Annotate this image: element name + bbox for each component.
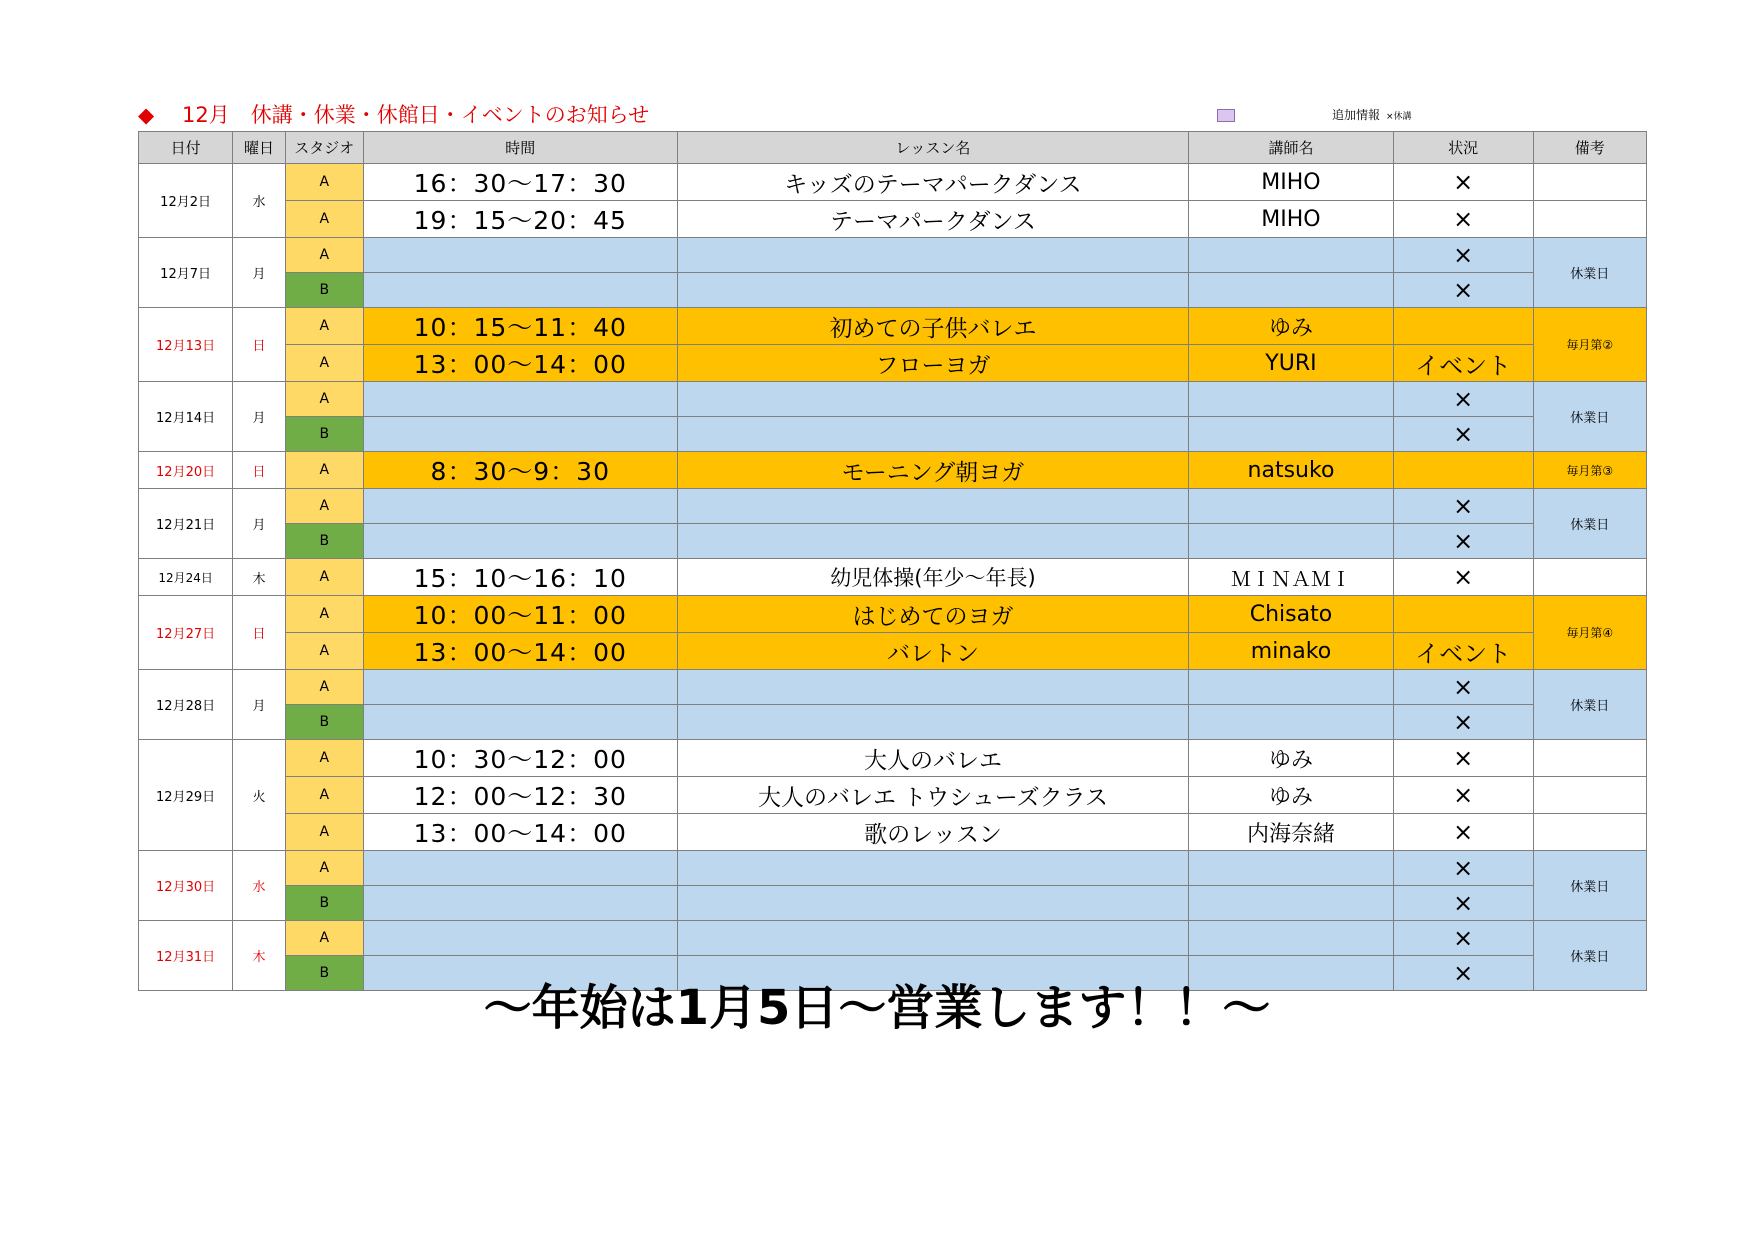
studio-cell: B [285,524,363,559]
table-row [139,705,1647,740]
page-title: 12月 休講・休業・休館日・イベントのお知らせ [182,103,650,127]
status-cell: × [1393,886,1533,921]
status-cell: × [1393,559,1533,596]
table-row [139,633,1647,670]
time-cell [363,417,677,452]
studio-cell: A [285,452,363,489]
status-cell [1393,596,1533,633]
studio-cell: A [285,559,363,596]
teacher-cell: Chisato [1189,596,1394,633]
teacher-cell: 内海奈緒 [1189,814,1394,851]
date-cell: 12月29日 [139,740,233,851]
teacher-cell: minako [1189,633,1394,670]
teacher-cell [1189,489,1394,524]
teacher-cell: YURI [1189,345,1394,382]
status-cell: × [1393,670,1533,705]
col-studio: スタジオ [285,132,363,164]
status-cell: × [1393,814,1533,851]
table-row [139,417,1647,452]
teacher-cell [1189,238,1394,273]
teacher-cell: natsuko [1189,452,1394,489]
status-cell: × [1393,273,1533,308]
table-row [139,777,1647,814]
legend-note: ×休講 [1386,112,1412,122]
lesson-cell [677,705,1188,740]
date-cell: 12月20日 [139,452,233,489]
studio-cell: A [285,777,363,814]
note-cell [1533,814,1647,851]
lesson-cell [677,238,1188,273]
status-cell: × [1393,705,1533,740]
lesson-cell [677,524,1188,559]
status-cell: × [1393,201,1533,238]
note-cell: 休業日 [1533,238,1647,308]
teacher-cell [1189,886,1394,921]
date-cell: 12月14日 [139,382,233,452]
date-cell: 12月21日 [139,489,233,559]
teacher-cell: MIHO [1189,164,1394,201]
table-row [139,489,1647,524]
studio-cell: A [285,382,363,417]
status-cell: × [1393,851,1533,886]
table-row [139,524,1647,559]
date-cell: 12月13日 [139,308,233,382]
teacher-cell [1189,417,1394,452]
studio-cell: A [285,814,363,851]
lesson-cell [677,382,1188,417]
table-row [139,670,1647,705]
weekday-cell: 火 [233,740,286,851]
studio-cell: A [285,596,363,633]
col-dow: 曜日 [233,132,286,164]
lesson-cell: バレトン [677,633,1188,670]
time-cell: 8：30〜9：30 [363,452,677,489]
table-row [139,596,1647,633]
lesson-cell: 歌のレッスン [677,814,1188,851]
col-time: 時間 [363,132,677,164]
date-cell: 12月30日 [139,851,233,921]
teacher-cell: MIHO [1189,201,1394,238]
weekday-cell: 日 [233,452,286,489]
lesson-cell [677,273,1188,308]
time-cell: 10：00〜11：00 [363,596,677,633]
header-row [139,132,1647,164]
time-cell [363,670,677,705]
time-cell [363,273,677,308]
studio-cell: A [285,308,363,345]
footer-message: 〜年始は1月5日〜営業します！！〜 [483,980,1271,1036]
note-cell [1533,164,1647,201]
time-cell [363,705,677,740]
note-cell: 休業日 [1533,489,1647,559]
note-cell: 毎月第③ [1533,452,1647,489]
weekday-cell: 日 [233,308,286,382]
teacher-cell [1189,921,1394,956]
teacher-cell: ＭＩＮＡＭＩ [1189,559,1394,596]
status-cell: × [1393,740,1533,777]
weekday-cell: 月 [233,489,286,559]
weekday-cell: 日 [233,596,286,670]
time-cell: 16：30〜17：30 [363,164,677,201]
status-cell: × [1393,238,1533,273]
time-cell [363,524,677,559]
time-cell: 19：15〜20：45 [363,201,677,238]
studio-cell: A [285,670,363,705]
table-row [139,382,1647,417]
status-cell [1393,308,1533,345]
note-cell [1533,559,1647,596]
col-teacher: 講師名 [1189,132,1394,164]
note-cell [1533,201,1647,238]
date-cell: 12月2日 [139,164,233,238]
teacher-cell [1189,273,1394,308]
date-cell: 12月28日 [139,670,233,740]
date-cell: 12月31日 [139,921,233,991]
note-cell: 毎月第② [1533,308,1647,382]
date-cell: 12月24日 [139,559,233,596]
weekday-cell: 木 [233,921,286,991]
lesson-cell [677,489,1188,524]
col-lesson: レッスン名 [677,132,1188,164]
table-row [139,921,1647,956]
time-cell [363,886,677,921]
studio-cell: A [285,851,363,886]
time-cell: 12：00〜12：30 [363,777,677,814]
studio-cell: A [285,740,363,777]
schedule-table [138,131,1647,991]
legend-swatch [1217,109,1235,122]
table-row [139,452,1647,489]
teacher-cell [1189,705,1394,740]
note-cell: 毎月第④ [1533,596,1647,670]
lesson-cell [677,670,1188,705]
lesson-cell [677,886,1188,921]
note-cell: 休業日 [1533,670,1647,740]
table-row [139,201,1647,238]
col-note: 備考 [1533,132,1647,164]
weekday-cell: 木 [233,559,286,596]
teacher-cell [1189,670,1394,705]
table-row [139,164,1647,201]
lesson-cell: モーニング朝ヨガ [677,452,1188,489]
status-cell: × [1393,956,1533,991]
weekday-cell: 水 [233,164,286,238]
time-cell: 15：10〜16：10 [363,559,677,596]
studio-cell: B [285,956,363,991]
studio-cell: A [285,489,363,524]
weekday-cell: 月 [233,382,286,452]
status-cell: イベント [1393,345,1533,382]
lesson-cell [677,851,1188,886]
time-cell [363,851,677,886]
lesson-cell: テーマパークダンス [677,201,1188,238]
status-cell: × [1393,524,1533,559]
status-cell: × [1393,921,1533,956]
status-cell: × [1393,777,1533,814]
note-cell: 休業日 [1533,382,1647,452]
teacher-cell [1189,382,1394,417]
time-cell [363,382,677,417]
table-row [139,238,1647,273]
studio-cell: B [285,417,363,452]
table-row [139,740,1647,777]
studio-cell: B [285,273,363,308]
studio-cell: A [285,345,363,382]
time-cell: 10：15〜11：40 [363,308,677,345]
table-row [139,851,1647,886]
lesson-cell: キッズのテーマパークダンス [677,164,1188,201]
status-cell: × [1393,489,1533,524]
status-cell [1393,452,1533,489]
time-cell [363,489,677,524]
col-date: 日付 [139,132,233,164]
weekday-cell: 月 [233,238,286,308]
note-cell [1533,740,1647,777]
lesson-cell: フローヨガ [677,345,1188,382]
table-row [139,273,1647,308]
diamond-icon: ◆ [138,103,155,127]
legend [1332,107,1412,125]
weekday-cell: 水 [233,851,286,921]
studio-cell: A [285,164,363,201]
lesson-cell: 大人のバレエ トウシューズクラス [677,777,1188,814]
studio-cell: B [285,886,363,921]
lesson-cell: はじめてのヨガ [677,596,1188,633]
table-row [139,559,1647,596]
teacher-cell [1189,851,1394,886]
legend-label: 追加情報 [1332,108,1381,122]
table-row [139,814,1647,851]
studio-cell: A [285,921,363,956]
lesson-cell [677,921,1188,956]
date-cell: 12月27日 [139,596,233,670]
table-row [139,345,1647,382]
title-row [138,102,1648,128]
note-cell: 休業日 [1533,921,1647,991]
studio-cell: A [285,633,363,670]
note-cell [1533,777,1647,814]
studio-cell: A [285,201,363,238]
status-cell: × [1393,164,1533,201]
status-cell: × [1393,382,1533,417]
col-status: 状況 [1393,132,1533,164]
studio-cell: B [285,705,363,740]
weekday-cell: 月 [233,670,286,740]
date-cell: 12月7日 [139,238,233,308]
lesson-cell: 初めての子供バレエ [677,308,1188,345]
table-row [139,308,1647,345]
lesson-cell: 幼児体操(年少〜年長) [677,559,1188,596]
lesson-cell [677,417,1188,452]
teacher-cell: ゆみ [1189,308,1394,345]
table-row [139,886,1647,921]
note-cell: 休業日 [1533,851,1647,921]
status-cell: × [1393,417,1533,452]
lesson-cell: 大人のバレエ [677,740,1188,777]
time-cell: 13：00〜14：00 [363,814,677,851]
time-cell [363,238,677,273]
time-cell: 13：00〜14：00 [363,633,677,670]
teacher-cell [1189,524,1394,559]
time-cell: 10：30〜12：00 [363,740,677,777]
teacher-cell: ゆみ [1189,777,1394,814]
studio-cell: A [285,238,363,273]
teacher-cell: ゆみ [1189,740,1394,777]
time-cell [363,921,677,956]
status-cell: イベント [1393,633,1533,670]
time-cell: 13：00〜14：00 [363,345,677,382]
